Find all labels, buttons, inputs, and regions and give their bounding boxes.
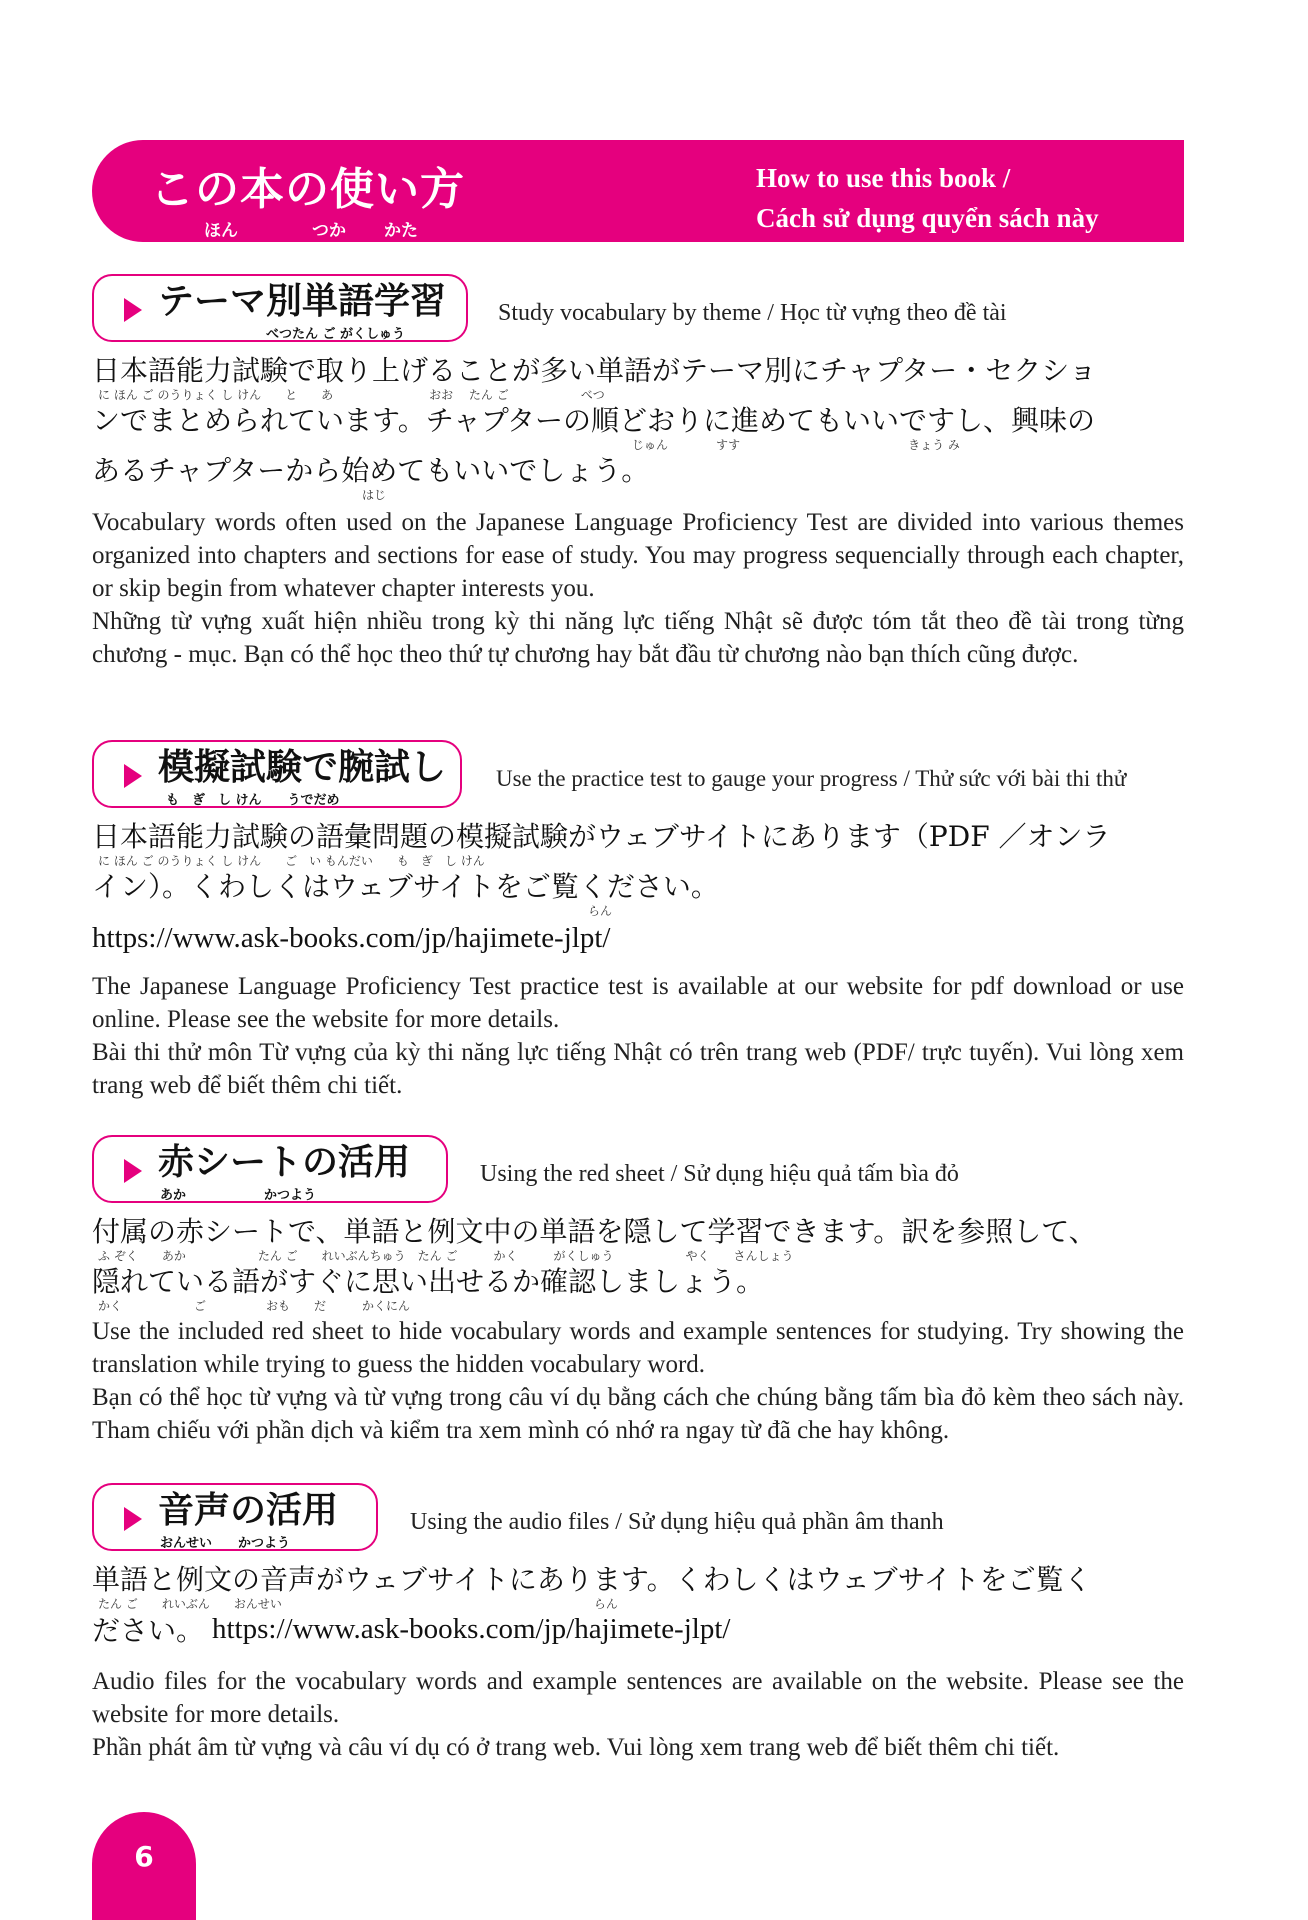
- jp-text-line: あるチャプターから始めてもいいでしょう。: [92, 454, 650, 487]
- section-title-ruby: おんせい かつよう: [160, 1536, 291, 1551]
- jp-text-line: 単語と例文の音声がウェブサイトにあります。くわしくはウェブサイトをご覧く: [92, 1563, 1092, 1596]
- jp-ruby-line: に ほん ご のうりょく し けん ご い もんだい も ぎ し けん: [98, 854, 485, 868]
- section-badge: [92, 274, 468, 342]
- page-title-translations: [756, 158, 1099, 238]
- section-title: 赤シートの活用: [158, 1142, 411, 1183]
- section-badge: [92, 740, 462, 808]
- jp-text-line: 隠れている語がすぐに思い出せるか確認しましょう。: [92, 1265, 765, 1298]
- jp-text-line: 日本語能力試験で取り上げることが多い単語がテーマ別にチャプター・セクショ: [92, 354, 1097, 387]
- section-subtitle: Study vocabulary by theme / Học từ vựng theo đề tài: [498, 300, 1007, 326]
- jp-text-line: 日本語能力試験の語彙問題の模擬試験がウェブサイトにあります（PDF ／オンラ: [92, 820, 1111, 853]
- title-ruby-1: ほん: [204, 221, 238, 241]
- play-triangle-icon: [124, 1159, 142, 1183]
- vietnamese-description: Phần phát âm từ vựng và câu ví dụ có ở trang web. Vui lòng xem trang web để biết thêm chi tiết.: [92, 1734, 1060, 1761]
- section-title: 音声の活用: [158, 1490, 339, 1531]
- jp-ruby-line: かく ご おも だ かくにん: [98, 1299, 411, 1313]
- jp-ruby-line: たん ご れいぶん おんせい らん: [98, 1597, 618, 1611]
- page-title-jp: この本の使い方: [150, 164, 465, 215]
- section-title: テーマ別単語学習: [158, 281, 447, 322]
- jp-text-line: ンでまとめられています。チャプターの順どおりに進めてもいいですし、興味の: [92, 404, 1095, 437]
- vietnamese-description: Những từ vựng xuất hiện nhiều trong kỳ thi năng lực tiếng Nhật sẽ được tóm tắt theo đề tài trong từng chương - mục. Bạn có thể học theo thứ tự chương hay bắt đầu từ chương nào bạn thích cũng được.: [92, 608, 1184, 668]
- vietnamese-description: Bạn có thể học từ vựng và từ vựng trong câu ví dụ bằng cách che chúng bằng tấm bìa đỏ kèm theo sách này. Tham chiếu với phần dịch và kiểm tra xem mình có nhớ ra ngay từ đã che hay không.: [92, 1384, 1184, 1444]
- section-subtitle: Using the audio files / Sử dụng hiệu quả phần âm thanh: [410, 1509, 944, 1535]
- english-description: The Japanese Language Proficiency Test practice test is available at our website for pdf download or use online. Please see the website for more details.: [92, 973, 1184, 1033]
- page-number: 6: [134, 1840, 154, 1873]
- vietnamese-description: Bài thi thử môn Từ vựng của kỳ thi năng lực tiếng Nhật có trên trang web (PDF/ trực tuyến). Vui lòng xem trang web để biết thêm chi tiết.: [92, 1039, 1184, 1099]
- title-ruby-2: つか: [312, 221, 346, 241]
- website-link[interactable]: https://www.ask-books.com/jp/hajimete-jlpt/: [92, 922, 611, 954]
- play-triangle-icon: [124, 298, 142, 322]
- title-ruby-3: かた: [384, 221, 418, 241]
- page-title-en: How to use this book /: [756, 163, 1011, 193]
- english-description: Audio files for the vocabulary words and example sentences are available on the website. Please see the website for more details.: [92, 1668, 1184, 1728]
- section-title-ruby: べつたん ご がくしゅう: [266, 327, 406, 342]
- section-subtitle: Using the red sheet / Sử dụng hiệu quả tấm bìa đỏ: [480, 1161, 959, 1187]
- header-banner: [92, 140, 1184, 242]
- page-title-vi: Cách sử dụng quyển sách này: [756, 203, 1099, 233]
- english-description: Use the included red sheet to hide vocabulary words and example sentences for studying. Try showing the translation while trying to guess the hidden vocabulary word.: [92, 1318, 1184, 1378]
- jp-ruby-line: はじ: [362, 488, 387, 502]
- website-link[interactable]: https://www.ask-books.com/jp/hajimete-jlpt/: [212, 1613, 731, 1645]
- section-badge: [92, 1135, 448, 1203]
- section-title: 模擬試験で腕試し: [158, 747, 447, 788]
- english-description: Vocabulary words often used on the Japanese Language Proficiency Test are divided into various themes organized into chapters and sections for ease of study. You may progress sequencially through each chapter, or skip begin from whatever chapter interests you.: [92, 509, 1184, 602]
- jp-text-line: イン）。くわしくはウェブサイトをご覧ください。: [92, 870, 719, 903]
- jp-ruby-line: に ほん ご のうりょく し けん と あ おお たん ご べつ: [98, 388, 605, 402]
- section-badge: [92, 1483, 378, 1551]
- jp-text-line: 付属の赤シートで、単語と例文中の単語を隠して学習できます。訳を参照して、: [92, 1215, 1097, 1248]
- jp-ruby-line: らん: [588, 904, 613, 918]
- jp-ruby-line: ふ ぞく あか たん ご れいぶんちゅう たん ご かく がくしゅう やく さんしょう: [98, 1249, 794, 1263]
- play-triangle-icon: [124, 1507, 142, 1531]
- jp-text-line: ださい。: [92, 1614, 205, 1647]
- section-title-ruby: も ぎ し けん うでだめ: [166, 793, 340, 808]
- section-subtitle: Use the practice test to gauge your progress / Thử sức với bài thi thử: [496, 766, 1127, 791]
- jp-ruby-line: じゅん すす きょう み: [632, 438, 960, 452]
- play-triangle-icon: [124, 764, 142, 788]
- section-title-ruby: あか かつよう: [160, 1188, 317, 1203]
- page-number-tab: [92, 1812, 196, 1920]
